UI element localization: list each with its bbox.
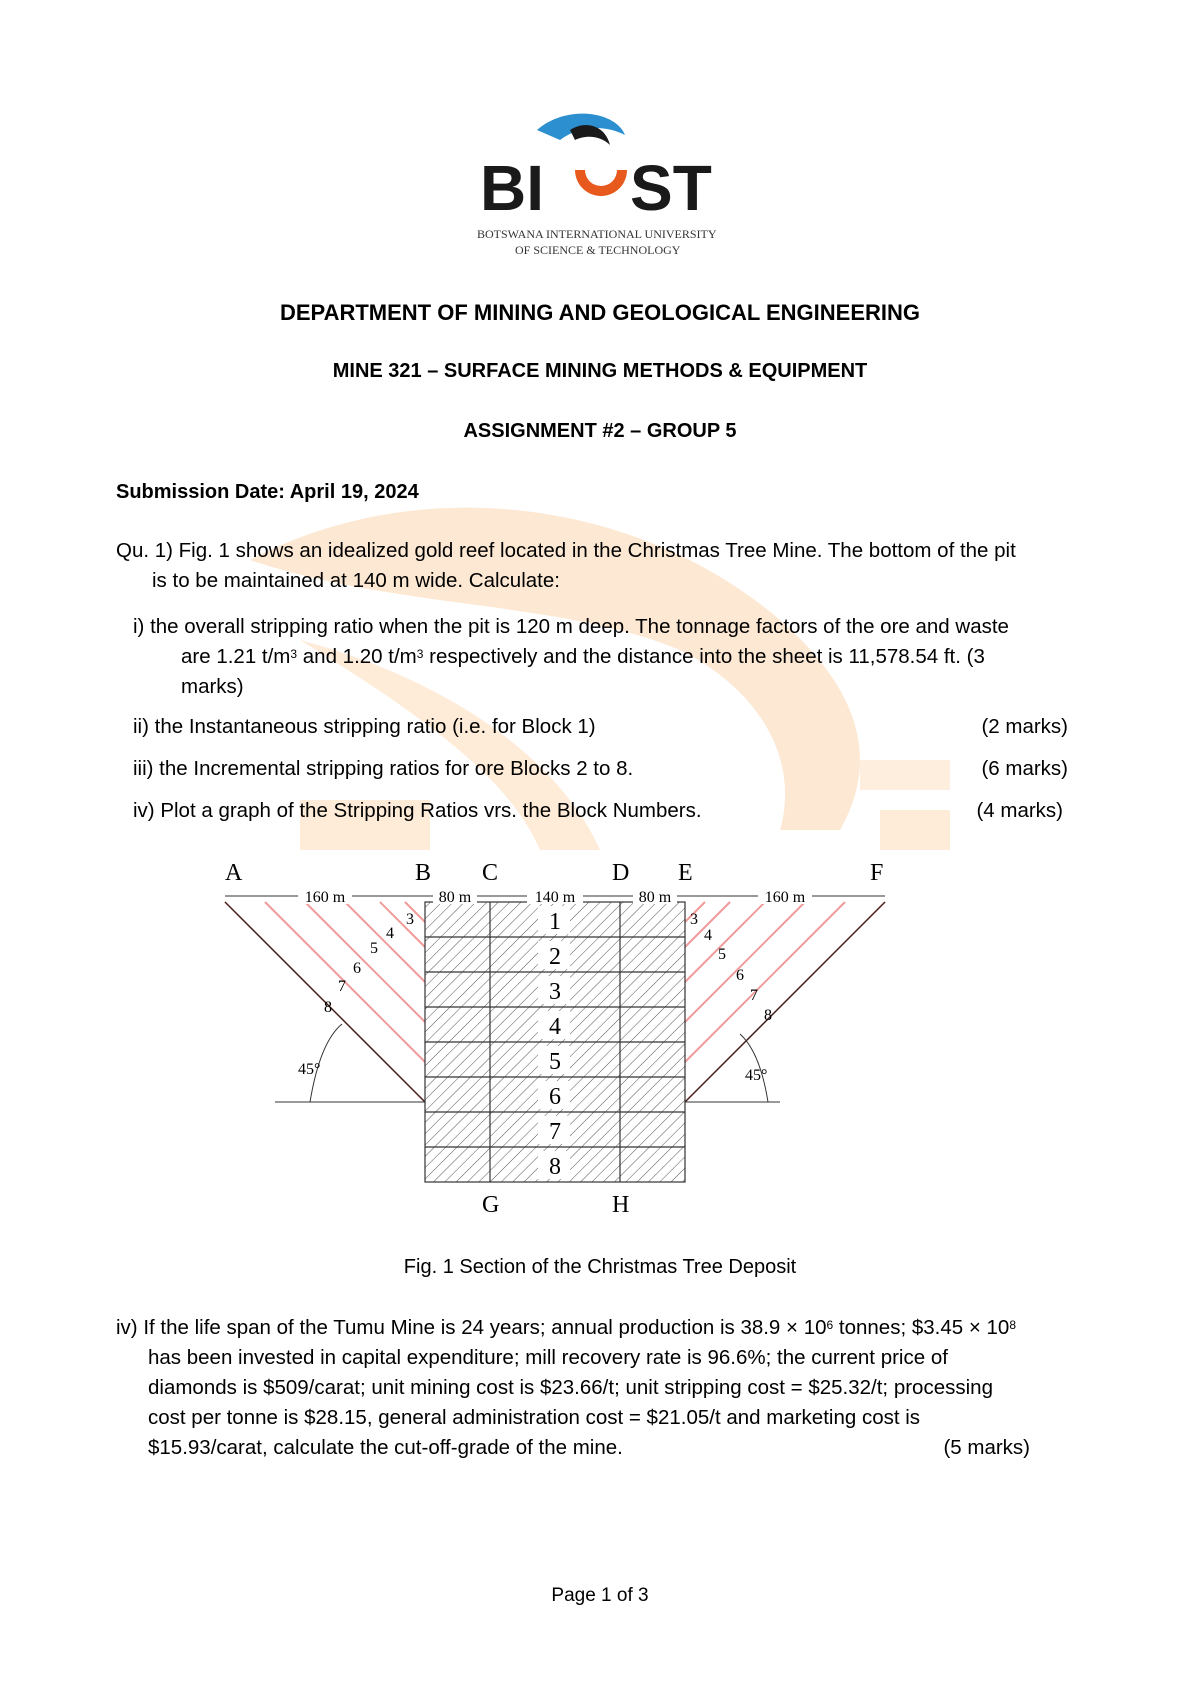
part-iv-text: iv) Plot a graph of the Stripping Ratios vrs. the Block Numbers. [133,799,702,822]
block-1: 1 [549,909,561,935]
point-d: D [612,860,630,886]
block-4: 4 [549,1014,561,1040]
point-a: A [225,860,243,886]
block-6: 6 [549,1084,561,1110]
svg-text:ST: ST [630,152,712,224]
question-cutoff-grade [116,1313,1100,1463]
point-h: H [612,1192,630,1218]
question-1-part-ii [133,712,1068,742]
q4-line5: $15.93/carat, calculate the cut-off-grade of the mine. (5 marks) [116,1433,1100,1463]
slice-right-4: 4 [704,927,712,944]
point-b: B [415,860,432,886]
question-1-part-i [133,612,1068,702]
university-logo [475,110,745,260]
slice-left-8: 8 [324,999,332,1016]
submission-date: Submission Date: April 19, 2024 [116,481,419,503]
slice-right-5: 5 [718,946,726,963]
logo-line1: BOTSWANA INTERNATIONAL UNIVERSITY [477,227,717,241]
block-2: 2 [549,944,561,970]
department-title: DEPARTMENT OF MINING AND GEOLOGICAL ENGINEERING [279,300,921,325]
slice-left-4: 4 [386,925,394,942]
slice-right-3: 3 [690,911,698,928]
block-3: 3 [549,979,561,1005]
angle-left: 45° [298,1061,321,1078]
point-e: E [678,860,693,886]
logo-line2: OF SCIENCE & TECHNOLOGY [515,243,681,257]
point-c: C [482,860,499,886]
question-1 [116,536,1100,596]
figure-caption: Fig. 1 Section of the Christmas Tree Deposit [403,1256,797,1278]
dim-ef: 160 m [764,889,806,906]
part-i-line2: are 1.21 $t/m^3$ and 1.20 $t/m^3$ respectively and the distance into the sheet is 11,578.54 ft. (3 [181,645,985,668]
course-title: MINE 321 – SURFACE MINING METHODS & EQUIPMENT [332,360,868,382]
dim-cd: 140 m [534,889,576,906]
q4-marks: (5 marks) [943,1436,1030,1459]
q4-line3: diamonds is $509/carat; unit mining cost is $23.66/t; unit stripping cost = $25.32/t; processing [148,1376,993,1399]
part-i-line3: marks) [181,675,244,698]
assignment-title: ASSIGNMENT #2 – GROUP 5 [463,420,737,442]
slice-right-6: 6 [736,967,744,984]
page-footer: Page 1 of 3 [551,1585,649,1606]
part-iii-marks: (6 marks) [981,757,1068,780]
pit-section-figure [220,852,980,1232]
block-5: 5 [549,1049,561,1075]
question-1-line1: Qu. 1) Fig. 1 shows an idealized gold reef located in the Christmas Tree Mine. The bottom of the pit [116,539,1016,562]
part-ii-marks: (2 marks) [981,715,1068,738]
part-ii-text: ii) the Instantaneous stripping ratio (i.e. for Block 1) [133,715,596,738]
svg-text:BI: BI [480,152,544,224]
dim-de: 80 m [638,889,672,906]
part-iii-text: iii) the Incremental stripping ratios for ore Blocks 2 to 8. [133,757,634,780]
question-1-line2: is to be maintained at 140 m wide. Calculate: [152,569,560,592]
slice-left-5: 5 [370,940,378,957]
dim-ab: 160 m [304,889,346,906]
slice-left-3: 3 [406,911,414,928]
q4-line1: iv) If the life span of the Tumu Mine is 24 years; annual production is $38.9 \times 10^6$ tonnes; $3.45 × $10^8$ [116,1316,1016,1339]
q4-line2: has been invested in capital expenditure; mill recovery rate is 96.6%; the current price of [148,1346,948,1369]
slice-left-6: 6 [353,960,361,977]
slice-right-8: 8 [764,1007,772,1024]
q4-line4: cost per tonne is $28.15, general administration cost = $21.05/t and marketing cost is [148,1406,921,1429]
block-7: 7 [549,1119,561,1145]
dim-bc: 80 m [438,889,472,906]
point-f: F [870,860,884,886]
point-g: G [482,1192,500,1218]
part-i-line1: i) the overall stripping ratio when the pit is 120 m deep. The tonnage factors of the ore and waste [133,615,1009,638]
angle-right: 45° [745,1067,768,1084]
block-8: 8 [549,1154,561,1180]
part-iv-marks: (4 marks) [976,799,1063,822]
slice-left-7: 7 [338,978,346,995]
slice-right-7: 7 [750,987,758,1004]
question-1-part-iii [133,754,1068,784]
question-1-part-iv [133,796,1068,826]
